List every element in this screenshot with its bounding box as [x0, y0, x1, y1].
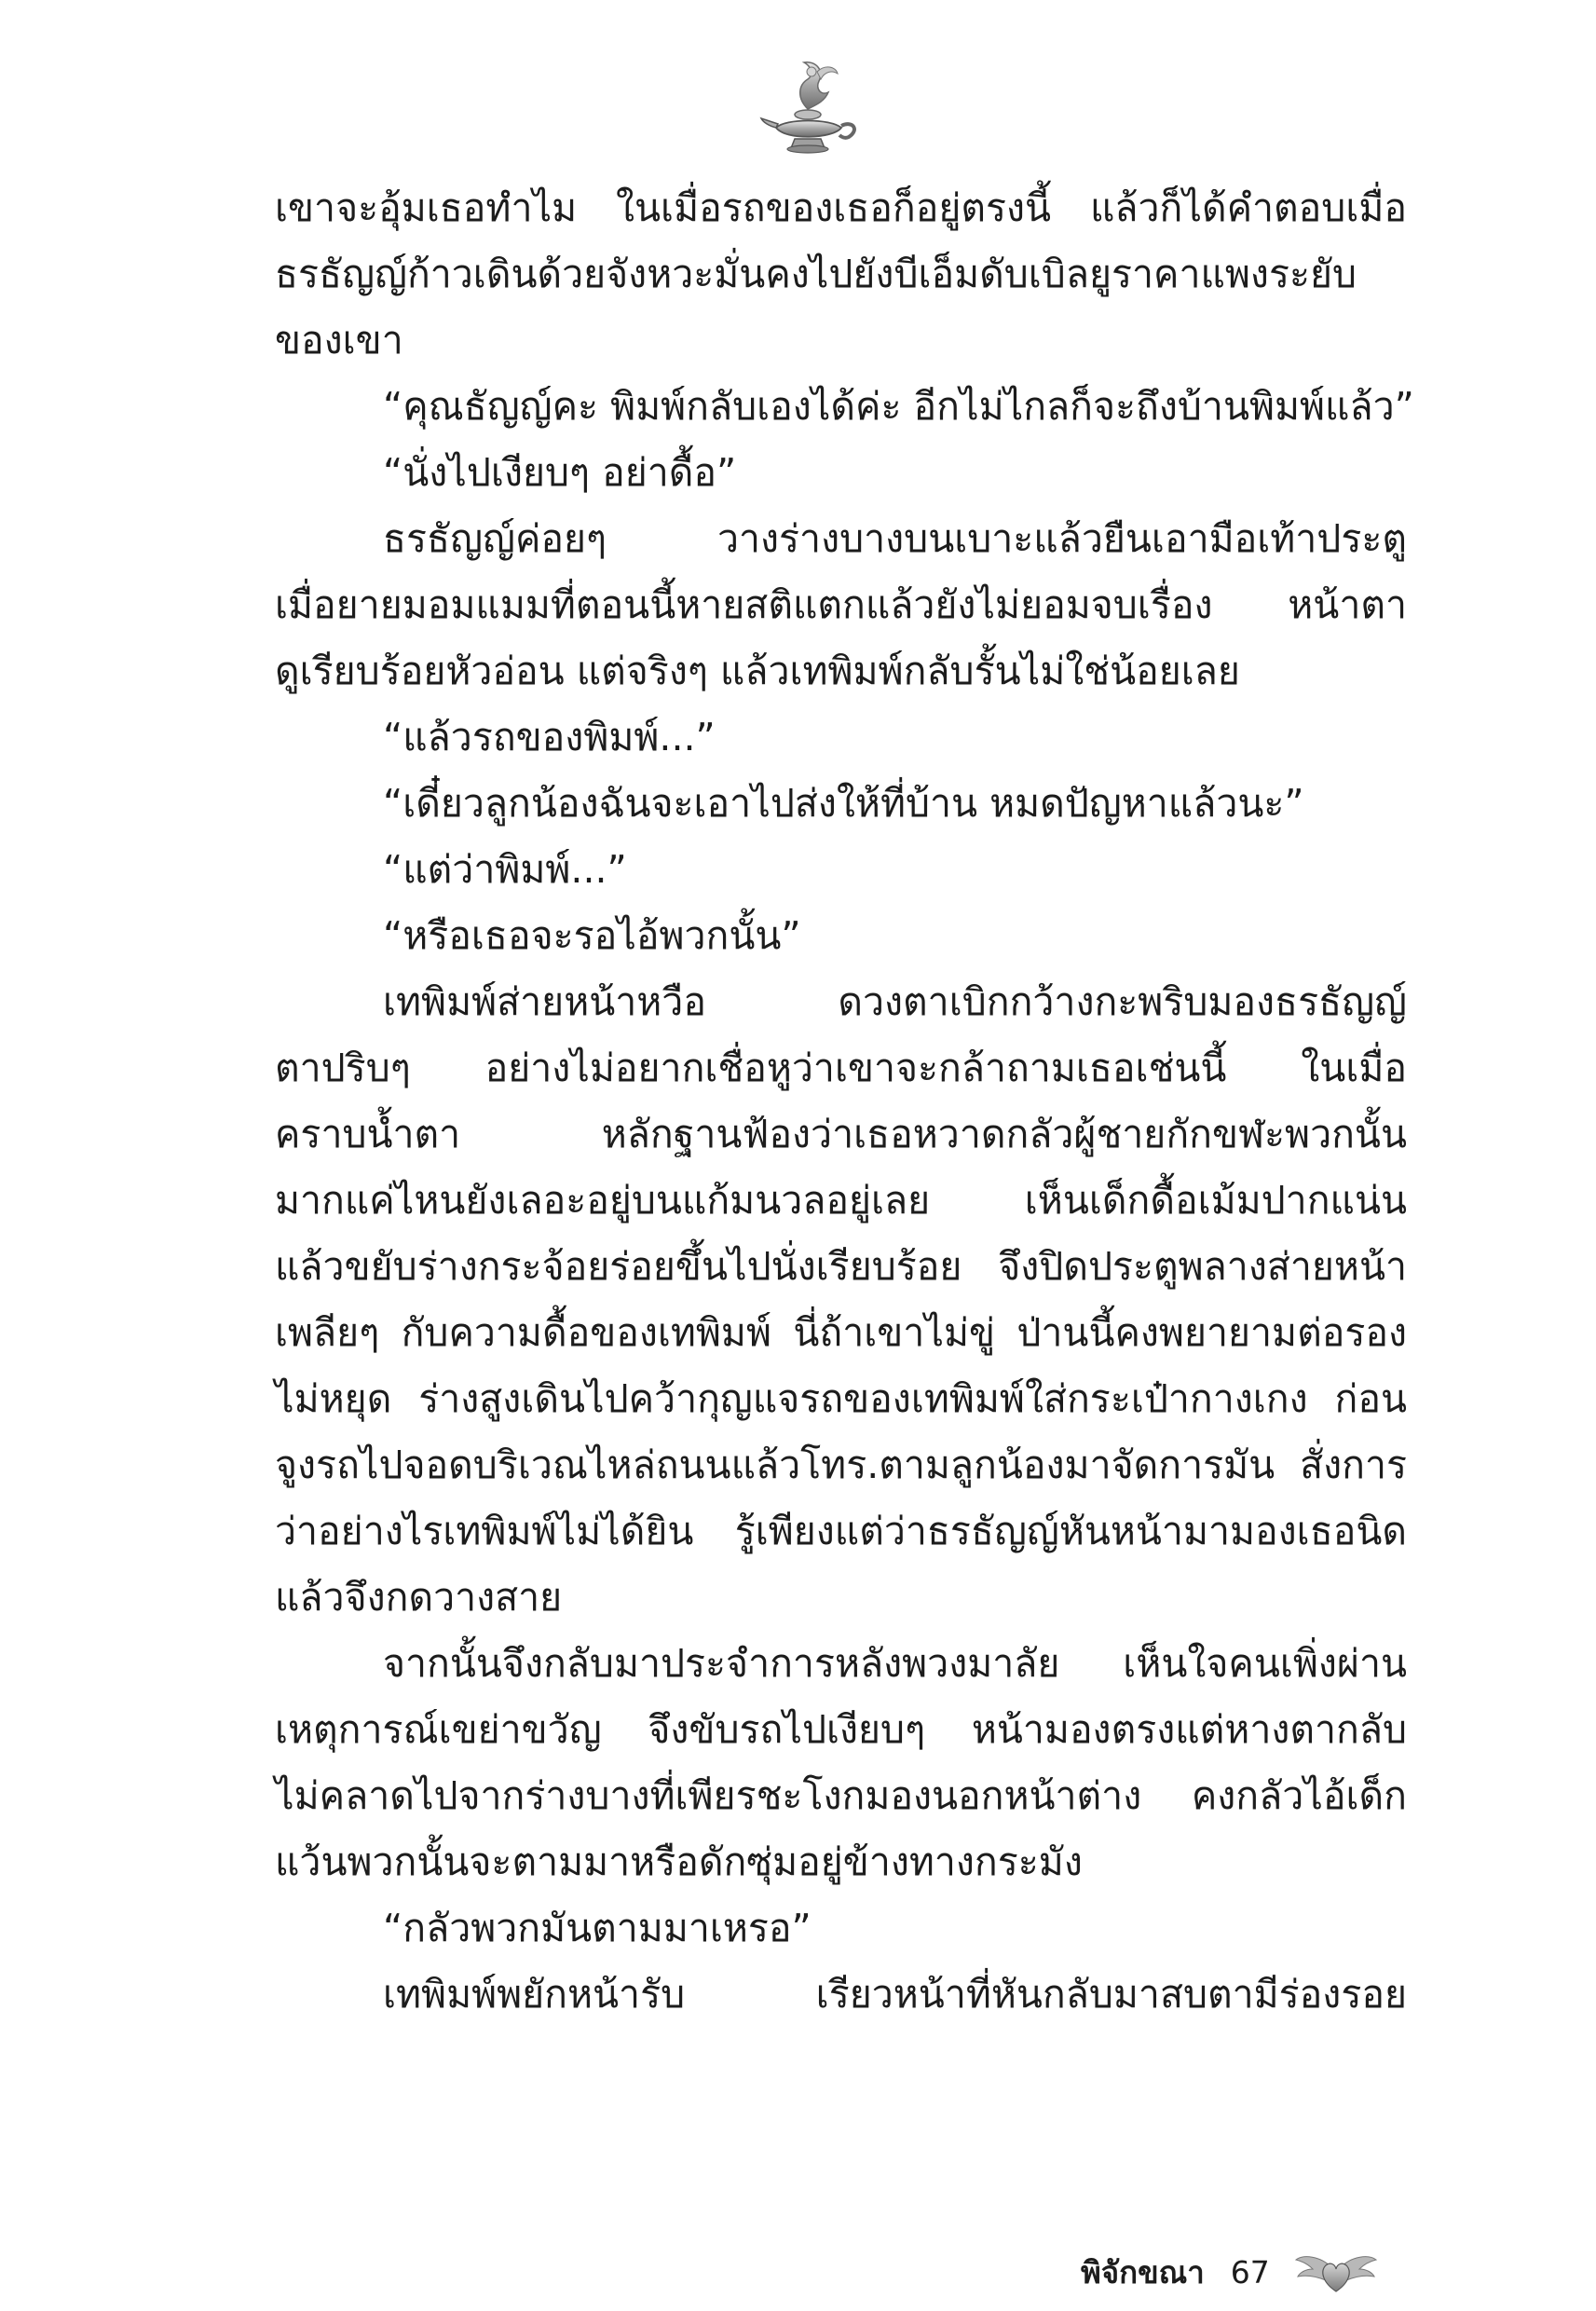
text-line: เมื่อยายมอมแมมที่ตอนนี้หายสติแตกแล้วยังไม่ยอมจบเรื่อง หน้าตา — [275, 582, 1407, 627]
text-line: จูงรถไปจอดบริเวณไหล่ถนนแล้วโทร.ตามลูกน้องมาจัดการมัน สั่งการ — [275, 1443, 1407, 1487]
page-number: 67 — [1230, 2253, 1270, 2290]
text-line: แล้วจึงกดวางสาย — [275, 1575, 563, 1620]
text-line: ของเขา — [275, 318, 403, 362]
lamp-genie-icon — [759, 51, 862, 158]
text-line: ธรธัญญ์ก้าวเดินด้วยจังหวะมั่นคงไปยังบีเอ็มดับเบิลยูราคาแพงระยับ — [275, 252, 1357, 296]
text-line: ธรธัญญ์ค่อยๆ วางร่างบางบนเบาะแล้วยืนเอามือเท้าประตู — [383, 516, 1407, 561]
text-line: มากแค่ไหนยังเลอะอยู่บนแก้มนวลอยู่เลย เห็นเด็กดื้อเม้มปากแน่น — [275, 1178, 1407, 1223]
text-line: คราบน้ำตา หลักฐานฟ้องว่าเธอหวาดกลัวผู้ชายกักขฬะพวกนั้น — [275, 1112, 1407, 1156]
text-line: เหตุการณ์เขย่าขวัญ จึงขับรถไปเงียบๆ หน้ามองตรงแต่หางตากลับ — [275, 1707, 1407, 1752]
text-line: เทพิมพ์ส่ายหน้าหวือ ดวงตาเบิกกว้างกะพริบมองธรธัญญ์ — [383, 979, 1407, 1024]
text-line: แล้วขยับร่างกระจ้อยร่อยขึ้นไปนั่งเรียบร้อย จึงปิดประตูพลางส่ายหน้า — [275, 1244, 1407, 1289]
page-footer — [1081, 2244, 1378, 2300]
text-line: จากนั้นจึงกลับมาประจำการหลังพวงมาลัย เห็นใจคนเพิ่งผ่าน — [383, 1641, 1407, 1686]
text-line: ดูเรียบร้อยหัวอ่อน แต่จริงๆ แล้วเทพิมพ์กลับรั้นไม่ใช่น้อยเลย — [275, 649, 1240, 693]
text-line: “นั่งไปเงียบๆ อย่าดื้อ” — [383, 450, 737, 495]
running-title: พิจักขณา — [1081, 2253, 1205, 2290]
text-line: ไม่คลาดไปจากร่างบางที่เพียรชะโงกมองนอกหน้าต่าง คงกลัวไอ้เด็ก — [275, 1773, 1407, 1818]
text-line: ไม่หยุด ร่างสูงเดินไปคว้ากุญแจรถของเทพิมพ์ใส่กระเป๋ากางเกง ก่อน — [275, 1376, 1407, 1421]
text-line: ตาปริบๆ อย่างไม่อยากเชื่อหูว่าเขาจะกล้าถามเธอเช่นนี้ ในเมื่อ — [275, 1046, 1407, 1090]
text-line: “คุณธัญญ์คะ พิมพ์กลับเองได้ค่ะ อีกไม่ไกลก็จะถึงบ้านพิมพ์แล้ว” — [383, 384, 1414, 429]
text-line: “เดี๋ยวลูกน้องฉันจะเอาไปส่งให้ที่บ้าน หมดปัญหาแล้วนะ” — [383, 781, 1304, 826]
winged-heart-icon — [1294, 2249, 1378, 2295]
text-line: แว้นพวกนั้นจะตามมาหรือดักซุ่มอยู่ข้างทางกระมัง — [275, 1839, 1083, 1884]
text-line: ว่าอย่างไรเทพิมพ์ไม่ได้ยิน รู้เพียงแต่ว่าธรธัญญ์หันหน้ามามองเธอนิด — [275, 1509, 1407, 1553]
text-line: เขาจะอุ้มเธอทำไม ในเมื่อรถของเธอก็อยู่ตรงนี้ แล้วก็ได้คำตอบเมื่อ — [275, 185, 1407, 230]
text-line: “หรือเธอจะรอไอ้พวกนั้น” — [383, 913, 801, 958]
text-line: เทพิมพ์พยักหน้ารับ เรียวหน้าที่หันกลับมาสบตามีร่องรอย — [383, 1972, 1407, 2017]
text-line: “แต่ว่าพิมพ์...” — [383, 847, 627, 892]
text-line: “กลัวพวกมันตามมาเหรอ” — [383, 1906, 812, 1950]
body-text — [275, 175, 1414, 2028]
text-line: เพลียๆ กับความดื้อของเทพิมพ์ นี่ถ้าเขาไม่ขู่ ป่านนี้คงพยายามต่อรอง — [275, 1310, 1407, 1355]
text-line: “แล้วรถของพิมพ์...” — [383, 715, 716, 759]
